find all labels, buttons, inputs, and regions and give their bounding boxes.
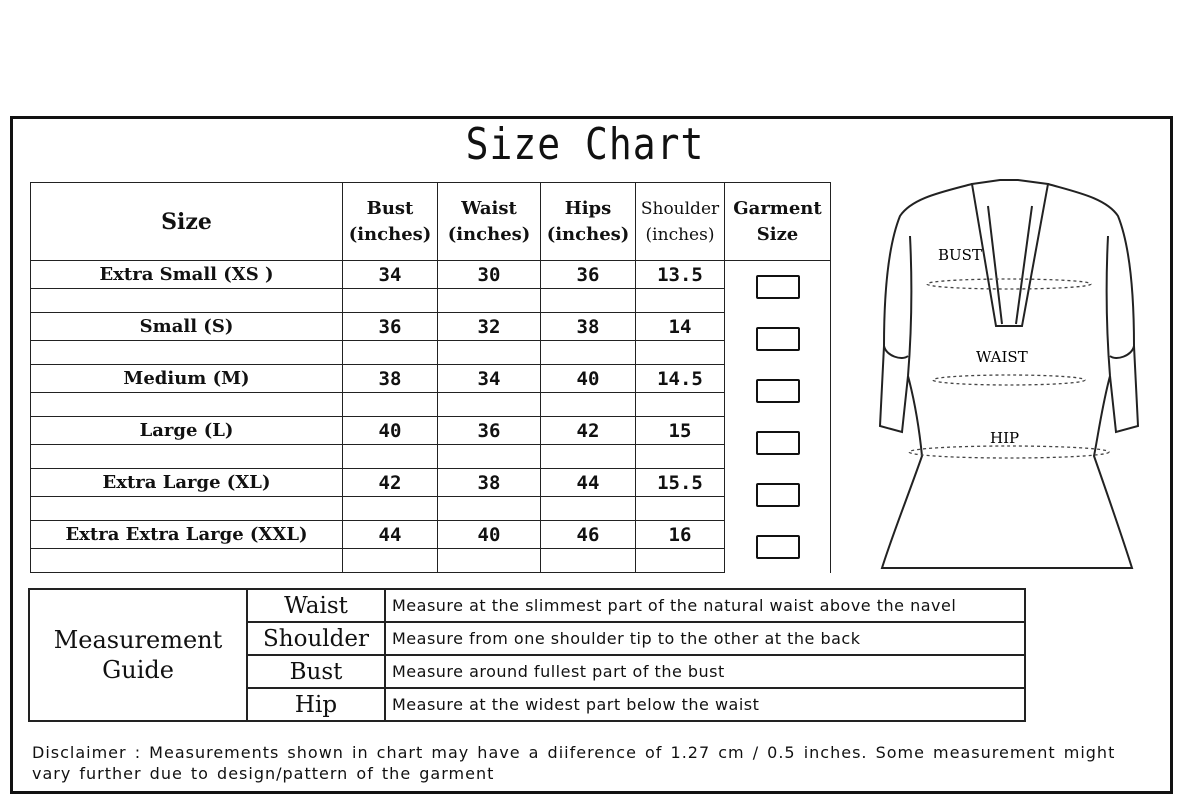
header-garment-size: Garment Size [725, 183, 831, 261]
table-row-spacer [31, 289, 831, 313]
diagram-label-waist: WAIST [976, 348, 1028, 366]
guide-desc: Measure at the widest part below the waist [385, 688, 1025, 721]
row-size: Large (L) [31, 417, 343, 445]
table-row-spacer [31, 497, 831, 521]
row-bust: 40 [343, 417, 438, 445]
row-shoulder: 14 [636, 313, 725, 341]
row-size: Medium (M) [31, 365, 343, 393]
garment-size-checkbox[interactable] [756, 275, 800, 299]
guide-desc: Measure around fullest part of the bust [385, 655, 1025, 688]
row-shoulder: 15 [636, 417, 725, 445]
guide-desc: Measure from one shoulder tip to the other at the back [385, 622, 1025, 655]
header-hips: Hips (inches) [541, 183, 636, 261]
table-row-spacer [31, 341, 831, 365]
row-waist: 32 [438, 313, 541, 341]
row-waist: 30 [438, 261, 541, 289]
row-waist: 40 [438, 521, 541, 549]
row-hips: 40 [541, 365, 636, 393]
guide-term: Hip [247, 688, 385, 721]
kurta-diagram [872, 176, 1147, 576]
table-row [31, 313, 831, 341]
row-waist: 34 [438, 365, 541, 393]
row-size: Extra Large (XL) [31, 469, 343, 497]
guide-label: Measurement Guide [29, 589, 247, 721]
row-waist: 36 [438, 417, 541, 445]
kurta-outline-icon [880, 180, 1138, 568]
header-waist: Waist (inches) [438, 183, 541, 261]
row-garment-size [725, 313, 831, 365]
table-row [31, 261, 831, 289]
header-bust: Bust (inches) [343, 183, 438, 261]
garment-size-checkbox[interactable] [756, 535, 800, 559]
guide-row [29, 589, 1025, 622]
size-table [30, 182, 831, 573]
row-shoulder: 13.5 [636, 261, 725, 289]
diagram-label-hip: HIP [990, 429, 1020, 447]
row-bust: 36 [343, 313, 438, 341]
row-garment-size [725, 417, 831, 469]
row-waist: 38 [438, 469, 541, 497]
row-hips: 42 [541, 417, 636, 445]
row-garment-size [725, 261, 831, 313]
garment-size-checkbox[interactable] [756, 431, 800, 455]
row-garment-size [725, 469, 831, 521]
guide-term: Bust [247, 655, 385, 688]
row-hips: 38 [541, 313, 636, 341]
table-row-spacer [31, 549, 831, 573]
table-row [31, 521, 831, 549]
row-size: Extra Small (XS ) [31, 261, 343, 289]
guide-term: Waist [247, 589, 385, 622]
row-hips: 46 [541, 521, 636, 549]
row-bust: 44 [343, 521, 438, 549]
row-shoulder: 15.5 [636, 469, 725, 497]
table-row-spacer [31, 393, 831, 417]
table-row [31, 469, 831, 497]
guide-desc: Measure at the slimmest part of the natural waist above the navel [385, 589, 1025, 622]
header-size: Size [31, 183, 343, 261]
garment-size-checkbox[interactable] [756, 483, 800, 507]
size-table-header [31, 183, 831, 261]
row-hips: 44 [541, 469, 636, 497]
measurement-guide [28, 588, 1026, 722]
header-shoulder: Shoulder (inches) [636, 183, 725, 261]
garment-size-checkbox[interactable] [756, 379, 800, 403]
row-bust: 34 [343, 261, 438, 289]
guide-term: Shoulder [247, 622, 385, 655]
table-row [31, 417, 831, 445]
row-shoulder: 16 [636, 521, 725, 549]
row-size: Extra Extra Large (XXL) [31, 521, 343, 549]
row-hips: 36 [541, 261, 636, 289]
row-shoulder: 14.5 [636, 365, 725, 393]
disclaimer: Disclaimer : Measurements shown in chart may have a diiference of 1.27 cm / 0.5 inches. Some measurement might vary further due to design/pattern of the garment [32, 743, 1116, 783]
diagram-label-bust: BUST [938, 246, 982, 264]
row-bust: 42 [343, 469, 438, 497]
page-title: Size Chart [465, 118, 705, 170]
table-row-spacer [31, 445, 831, 469]
row-garment-size [725, 521, 831, 573]
row-size: Small (S) [31, 313, 343, 341]
table-row [31, 365, 831, 393]
garment-size-checkbox[interactable] [756, 327, 800, 351]
row-bust: 38 [343, 365, 438, 393]
row-garment-size [725, 365, 831, 417]
